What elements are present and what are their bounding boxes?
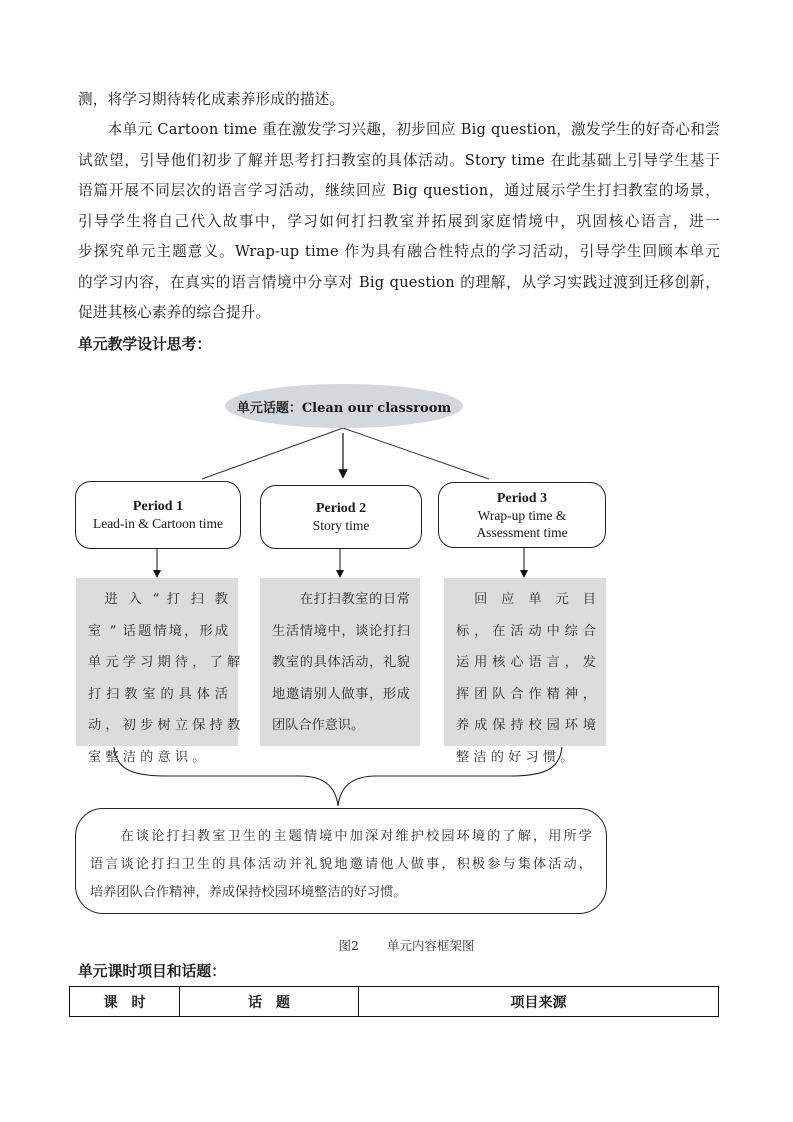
text-line: 运 用 核 心 语 言 ， 发 <box>456 655 596 670</box>
text-line: 教室的具体活动，礼貌 <box>272 655 410 670</box>
period-1-description <box>76 578 241 765</box>
text-line: 试欲望，引导他们初步了解并思考打扫教室的具体活动。Story time 在此基础上引导学生基于 <box>78 151 720 169</box>
period-2-box <box>260 485 422 549</box>
column-header-period: 课 时 <box>70 987 180 1017</box>
unit-topic-ellipse: 单元话题：Clean our classroom <box>225 384 463 428</box>
unit-summary-box <box>75 808 607 914</box>
period-title: Period 2 <box>315 501 367 516</box>
text-line: 回 应 单 元 目 <box>456 592 596 607</box>
period-1-box <box>75 481 241 549</box>
text-line: 在谈论打扫教室卫生的主题情境中加深对维护校园环境的了解，用所学 <box>90 829 592 844</box>
connector-line-right <box>343 428 489 479</box>
text-line: 标 ， 在 活 动 中 综 合 <box>456 623 596 639</box>
text-line: 引导学生将自己代入故事中，学习如何打扫教室并拓展到家庭情境中，巩固核心语言，进一 <box>78 212 720 230</box>
intro-paragraph <box>78 115 720 329</box>
text-line: 本单元 Cartoon time 重在激发学习兴趣，初步回应 Big question，激发学生的好奇心和尝 <box>78 121 720 138</box>
text-line: 在打扫教室的日常 <box>272 592 410 607</box>
text-line: 培养团队合作精神，养成保持校园环境整洁的好习惯。 <box>90 885 407 900</box>
column-header-source: 项目来源 <box>359 987 719 1017</box>
intro-continuation <box>78 85 720 116</box>
period-title: Period 3 <box>496 490 548 506</box>
period-subtitle: Lead-in & Cartoon time <box>92 516 224 531</box>
period-title: Period 1 <box>132 499 184 514</box>
text-line: 语篇开展不同层次的语言学习活动，继续回应 Big question，通过展示学生打扫教室的场景， <box>78 182 720 199</box>
lessons-heading: 单元课时项目和话题： <box>78 963 226 980</box>
text-line: 养 成 保 持 校 园 环 境 <box>456 718 596 733</box>
design-heading: 单元教学设计思考： <box>78 336 212 353</box>
period-subtitle: Story time <box>312 518 370 533</box>
text-line: 测，将学习期待转化成素养形成的描述。 <box>78 91 345 108</box>
figure-caption <box>0 936 793 954</box>
period-3-box <box>438 482 606 548</box>
period-subtitle: Assessment time <box>476 524 568 540</box>
lessons-table <box>69 986 719 1017</box>
text-line: 室 ” 话题情境，形成 <box>88 623 228 639</box>
text-line: 室 整 洁 的 意 识 。 <box>88 749 206 765</box>
connector-line-left <box>202 428 343 479</box>
text-line: 语言谈论打扫卫生的具体活动并礼貌地邀请他人做事，积极参与集体活动， <box>90 857 592 872</box>
figure-number: 图2 <box>338 938 359 953</box>
text-line: 进 入 “ 打 扫 教 <box>88 592 228 607</box>
text-line: 打 扫 教 室 的 具 体 活 <box>88 686 228 702</box>
text-line: 生活情境中，谈论打扫 <box>272 623 410 639</box>
column-header-topic: 话 题 <box>180 987 359 1017</box>
text-line: 团队合作意识。 <box>272 718 365 733</box>
period-2-description <box>260 578 420 746</box>
text-line: 促进其核心素养的综合提升。 <box>78 304 271 321</box>
period-3-description <box>444 578 606 765</box>
text-line: 步探究单元主题意义。Wrap-up time 作为具有融合性特点的学习活动，引导学生回顾本单元 <box>78 243 720 260</box>
text-line: 整 洁 的 好 习 惯 。 <box>456 749 574 765</box>
period-subtitle: Wrap-up time & <box>477 507 567 523</box>
text-line: 地邀请别人做事，形成 <box>272 686 410 702</box>
text-line: 单 元 学 习 期 待 ， 了 解 <box>88 655 241 670</box>
text-line: 挥 团 队 合 作 精 神 ， <box>456 686 596 702</box>
figure-title: 单元内容框架图 <box>386 938 475 953</box>
text-line: 动 ， 初 步 树 立 保 持 教 <box>88 718 241 733</box>
text-line: 的学习内容，在真实的语言情境中分享对 Big question 的理解，从学习实践过渡到迁移创新， <box>78 273 720 291</box>
unit-framework-diagram <box>0 370 793 930</box>
table-header-row <box>70 987 719 1017</box>
